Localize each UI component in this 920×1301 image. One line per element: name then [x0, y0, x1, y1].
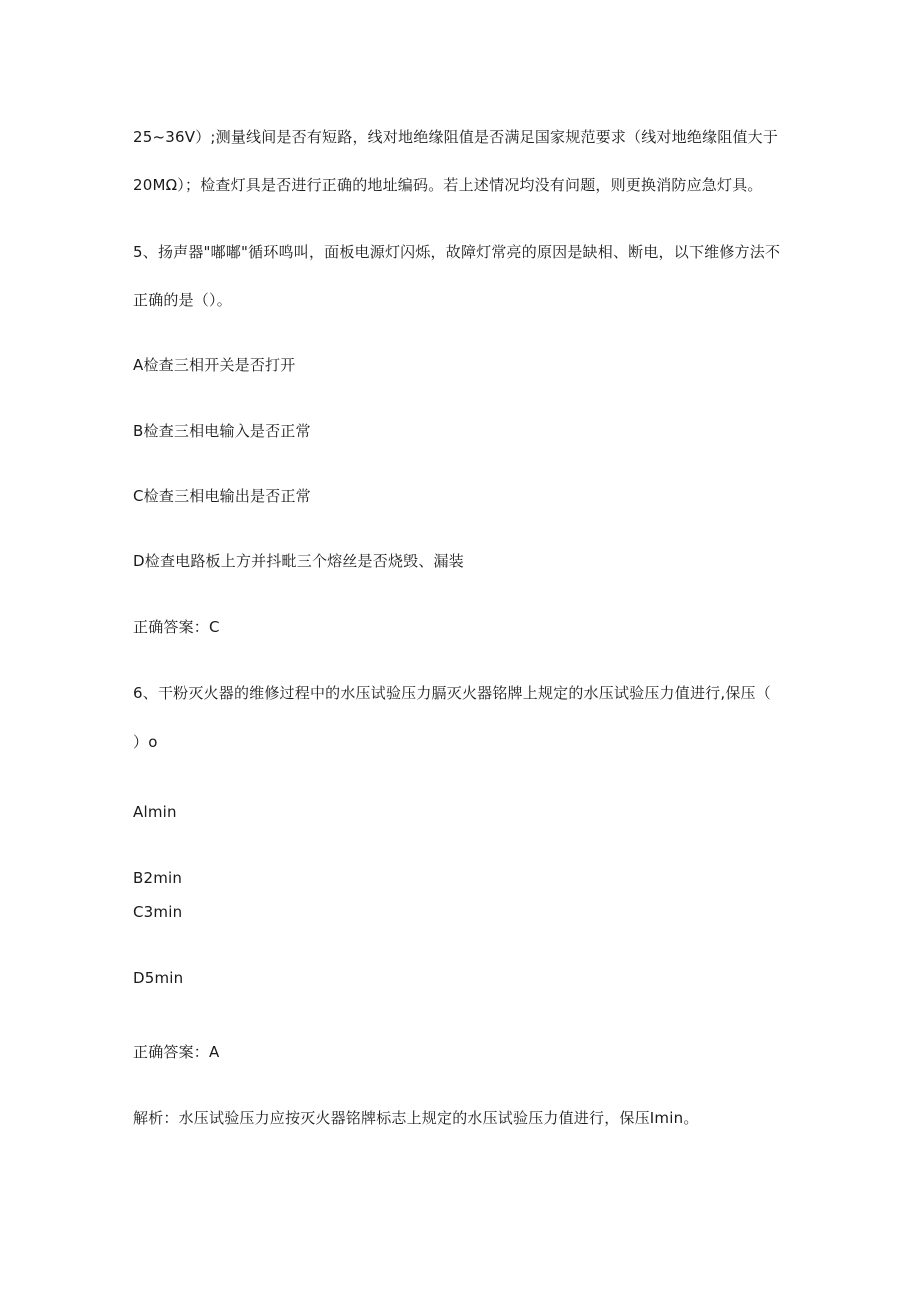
- question-6-option-b: B2min: [133, 869, 183, 887]
- text-line-continuation-2: 20MΩ）；检查灯具是否进行正确的地址编码。若上述情况均没有问题，则更换消防应急灯具。: [133, 176, 763, 194]
- question-6-option-c: C3min: [133, 903, 183, 921]
- question-6-option-d: D5min: [133, 969, 184, 987]
- question-5-option-b: B检查三相电输入是否正常: [133, 422, 311, 440]
- question-6-explanation: 解析：水压试验压力应按灭火器铭牌标志上规定的水压试验压力值进行，保压Imin。: [133, 1109, 699, 1127]
- question-6-option-a: Almin: [133, 803, 177, 821]
- question-5-stem-line-1: 5、扬声器"嘟嘟"循环鸣叫，面板电源灯闪烁，故障灯常亮的原因是缺相、断电，以下维修方法不: [133, 243, 781, 261]
- question-6-answer: 正确答案：A: [133, 1043, 220, 1061]
- text-line-continuation-1: 25~36V）;测量线间是否有短路，线对地绝缘阻值是否满足国家规范要求（线对地绝缘阻值大于: [133, 128, 779, 146]
- question-5-stem-line-2: 正确的是（）。: [133, 291, 232, 309]
- question-6-stem-line-2: ）o: [133, 733, 158, 751]
- question-5-option-d: D检查电路板上方并抖毗三个熔丝是否烧毁、漏装: [133, 552, 464, 570]
- question-5-option-a: A检查三相开关是否打开: [133, 356, 296, 374]
- question-5-option-c: C检查三相电输出是否正常: [133, 487, 311, 505]
- question-6-stem-line-1: 6、干粉灭火器的维修过程中的水压试验压力膈灭火器铭牌上规定的水压试验压力值进行,保压（: [133, 684, 771, 702]
- question-5-answer: 正确答案：C: [133, 618, 220, 636]
